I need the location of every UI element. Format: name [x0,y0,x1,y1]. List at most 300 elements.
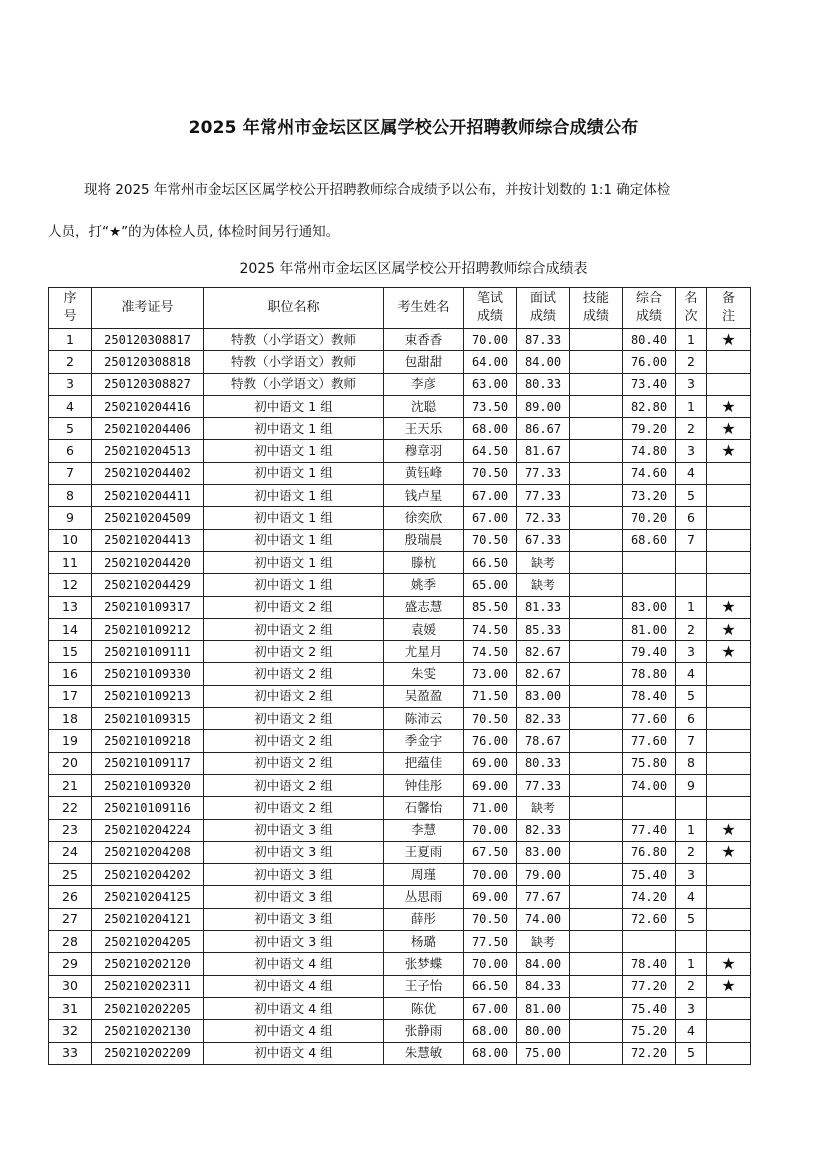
cell-position: 初中语文 1 组 [204,551,384,573]
cell-interview-score: 缺考 [517,574,570,596]
cell-exam-id: 250210109116 [92,797,204,819]
cell-seq: 21 [49,774,92,796]
cell-total-score: 77.60 [623,730,676,752]
cell-position: 初中语文 1 组 [204,440,384,462]
cell-seq: 2 [49,351,92,373]
cell-rank: 5 [676,1042,707,1064]
cell-written-score: 71.50 [464,685,517,707]
cell-skill-score [570,730,623,752]
cell-name: 沈聪 [384,395,464,417]
cell-rank: 3 [676,997,707,1019]
table-row [49,708,751,730]
cell-skill-score [570,864,623,886]
header-interview-line-1: 面试 [529,291,556,306]
cell-seq: 18 [49,708,92,730]
cell-seq: 23 [49,819,92,841]
cell-total-score: 75.20 [623,1020,676,1042]
cell-written-score: 70.50 [464,908,517,930]
cell-note-star [707,730,751,752]
cell-name: 殷瑞晨 [384,529,464,551]
cell-written-score: 70.00 [464,953,517,975]
cell-seq: 32 [49,1020,92,1042]
cell-note-star [707,752,751,774]
table-row [49,373,751,395]
cell-seq: 20 [49,752,92,774]
cell-note-star [707,708,751,730]
cell-rank: 6 [676,708,707,730]
table-row [49,618,751,640]
table-row [49,975,751,997]
cell-total-score: 74.80 [623,440,676,462]
intro-paragraph-line-2: 人员，打“★”的为体检人员, 体检时间另行通知。 [48,224,340,240]
cell-total-score: 80.40 [623,329,676,351]
cell-exam-id: 250210109212 [92,618,204,640]
cell-note-star [707,551,751,573]
cell-interview-score: 83.00 [517,841,570,863]
cell-written-score: 66.50 [464,975,517,997]
cell-note-star [707,886,751,908]
cell-note-star [707,931,751,953]
cell-seq: 30 [49,975,92,997]
cell-skill-score [570,752,623,774]
header-seq-line-1: 序 [63,291,77,306]
cell-name: 姚季 [384,574,464,596]
cell-exam-id: 250210202311 [92,975,204,997]
cell-interview-score: 82.33 [517,708,570,730]
cell-total-score: 81.00 [623,618,676,640]
cell-position: 初中语文 2 组 [204,730,384,752]
cell-seq: 5 [49,418,92,440]
cell-skill-score [570,774,623,796]
cell-written-score: 85.50 [464,596,517,618]
cell-written-score: 70.50 [464,462,517,484]
cell-written-score: 70.50 [464,708,517,730]
cell-seq: 10 [49,529,92,551]
table-row [49,485,751,507]
table-row [49,529,751,551]
cell-position: 初中语文 2 组 [204,641,384,663]
cell-note-star [707,351,751,373]
header-total [623,288,676,329]
cell-skill-score [570,819,623,841]
cell-written-score: 67.00 [464,997,517,1019]
cell-skill-score [570,931,623,953]
table-row [49,395,751,417]
cell-seq: 29 [49,953,92,975]
cell-note-star [707,774,751,796]
intro-paragraph-line-1: 现将 2025 年常州市金坛区区属学校公开招聘教师综合成绩予以公布，并按计划数的 1:1 确定体检 [84,182,671,198]
cell-seq: 16 [49,663,92,685]
cell-written-score: 77.50 [464,931,517,953]
header-rank [676,288,707,329]
table-row [49,574,751,596]
cell-position: 初中语文 1 组 [204,529,384,551]
table-row [49,329,751,351]
cell-skill-score [570,596,623,618]
cell-written-score: 69.00 [464,774,517,796]
cell-position: 初中语文 1 组 [204,485,384,507]
cell-seq: 25 [49,864,92,886]
table-row [49,997,751,1019]
cell-written-score: 65.00 [464,574,517,596]
cell-total-score [623,797,676,819]
cell-rank: 7 [676,730,707,752]
cell-exam-id: 250210109317 [92,596,204,618]
cell-rank [676,574,707,596]
cell-total-score: 79.40 [623,641,676,663]
cell-rank: 3 [676,373,707,395]
cell-name: 杨璐 [384,931,464,953]
cell-skill-score [570,507,623,529]
cell-total-score: 83.00 [623,596,676,618]
table-row [49,462,751,484]
table-row [49,908,751,930]
cell-total-score: 76.80 [623,841,676,863]
cell-skill-score [570,908,623,930]
cell-note-star: ★ [707,329,751,351]
cell-rank: 2 [676,975,707,997]
cell-written-score: 76.00 [464,730,517,752]
cell-exam-id: 250210109213 [92,685,204,707]
cell-skill-score [570,641,623,663]
table-row [49,440,751,462]
cell-position: 初中语文 3 组 [204,886,384,908]
cell-rank: 4 [676,886,707,908]
cell-seq: 28 [49,931,92,953]
cell-interview-score: 77.67 [517,886,570,908]
cell-name: 石馨怡 [384,797,464,819]
cell-note-star: ★ [707,618,751,640]
cell-total-score: 74.60 [623,462,676,484]
cell-rank: 4 [676,462,707,484]
cell-interview-score: 78.67 [517,730,570,752]
cell-total-score: 78.40 [623,685,676,707]
cell-name: 钟佳彤 [384,774,464,796]
cell-name: 钱卢星 [384,485,464,507]
cell-total-score: 75.40 [623,864,676,886]
table-row [49,797,751,819]
cell-seq: 9 [49,507,92,529]
header-written-line-2: 成绩 [476,309,503,324]
cell-note-star: ★ [707,841,751,863]
cell-rank: 1 [676,329,707,351]
cell-name: 李慧 [384,819,464,841]
cell-exam-id: 250210204205 [92,931,204,953]
header-interview-line-2: 成绩 [529,309,556,324]
table-row [49,819,751,841]
cell-interview-score: 80.33 [517,373,570,395]
cell-skill-score [570,462,623,484]
cell-rank: 2 [676,351,707,373]
cell-seq: 8 [49,485,92,507]
cell-interview-score: 77.33 [517,485,570,507]
cell-rank: 5 [676,685,707,707]
cell-skill-score [570,1042,623,1064]
cell-seq: 11 [49,551,92,573]
cell-interview-score: 80.00 [517,1020,570,1042]
table-row [49,864,751,886]
cell-interview-score: 84.33 [517,975,570,997]
cell-name: 薛彤 [384,908,464,930]
page-title: 2025 年常州市金坛区区属学校公开招聘教师综合成绩公布 [188,118,639,138]
cell-interview-score: 缺考 [517,551,570,573]
cell-position: 初中语文 3 组 [204,908,384,930]
cell-rank: 5 [676,908,707,930]
cell-name: 束香香 [384,329,464,351]
cell-interview-score: 81.33 [517,596,570,618]
table-row [49,841,751,863]
cell-note-star: ★ [707,953,751,975]
cell-total-score: 73.20 [623,485,676,507]
cell-interview-score: 81.67 [517,440,570,462]
header-seq-line-2: 号 [63,309,77,324]
cell-rank: 1 [676,596,707,618]
cell-exam-id: 250120308827 [92,373,204,395]
cell-rank: 5 [676,485,707,507]
cell-rank: 6 [676,507,707,529]
scores-table [48,287,751,1065]
cell-skill-score [570,485,623,507]
cell-exam-id: 250210204224 [92,819,204,841]
cell-note-star: ★ [707,975,751,997]
cell-written-score: 69.00 [464,886,517,908]
header-seq [49,288,92,329]
cell-written-score: 70.00 [464,329,517,351]
cell-seq: 27 [49,908,92,930]
cell-exam-id: 250210109111 [92,641,204,663]
cell-note-star [707,507,751,529]
cell-rank [676,551,707,573]
header-skill [570,288,623,329]
cell-position: 初中语文 3 组 [204,931,384,953]
cell-interview-score: 82.33 [517,819,570,841]
table-row [49,663,751,685]
table-row [49,596,751,618]
cell-interview-score: 89.00 [517,395,570,417]
cell-exam-id: 250210204413 [92,529,204,551]
cell-position: 初中语文 2 组 [204,708,384,730]
cell-total-score: 73.40 [623,373,676,395]
cell-note-star: ★ [707,596,751,618]
cell-rank: 1 [676,819,707,841]
table-row [49,752,751,774]
cell-skill-score [570,663,623,685]
cell-skill-score [570,685,623,707]
cell-seq: 15 [49,641,92,663]
cell-total-score: 77.40 [623,819,676,841]
cell-exam-id: 250210204202 [92,864,204,886]
cell-note-star: ★ [707,418,751,440]
cell-skill-score [570,529,623,551]
cell-skill-score [570,1020,623,1042]
cell-note-star [707,373,751,395]
table-body [49,329,751,1065]
table-row [49,351,751,373]
cell-seq: 22 [49,797,92,819]
cell-total-score: 76.00 [623,351,676,373]
header-note-line-1: 备 [721,291,735,306]
cell-note-star [707,1042,751,1064]
cell-name: 张静雨 [384,1020,464,1042]
cell-seq: 31 [49,997,92,1019]
cell-total-score: 77.20 [623,975,676,997]
cell-rank: 1 [676,953,707,975]
table-title: 2025 年常州市金坛区区属学校公开招聘教师综合成绩表 [239,261,588,277]
cell-position: 初中语文 2 组 [204,663,384,685]
header-rank-line-1: 名 [684,291,698,306]
cell-exam-id: 250210204509 [92,507,204,529]
cell-note-star: ★ [707,819,751,841]
cell-note-star: ★ [707,641,751,663]
cell-exam-id: 250120308817 [92,329,204,351]
cell-total-score: 72.20 [623,1042,676,1064]
cell-total-score: 70.20 [623,507,676,529]
header-written [464,288,517,329]
cell-total-score: 79.20 [623,418,676,440]
cell-skill-score [570,551,623,573]
cell-name: 李彦 [384,373,464,395]
cell-interview-score: 87.33 [517,329,570,351]
cell-skill-score [570,841,623,863]
table-row [49,953,751,975]
cell-written-score: 68.00 [464,1020,517,1042]
cell-skill-score [570,886,623,908]
cell-skill-score [570,997,623,1019]
cell-position: 初中语文 4 组 [204,975,384,997]
cell-interview-score: 缺考 [517,797,570,819]
cell-note-star [707,797,751,819]
cell-position: 初中语文 4 组 [204,997,384,1019]
cell-total-score: 78.40 [623,953,676,975]
cell-total-score: 72.60 [623,908,676,930]
cell-note-star [707,574,751,596]
cell-written-score: 67.00 [464,507,517,529]
cell-name: 王夏雨 [384,841,464,863]
cell-interview-score: 79.00 [517,864,570,886]
cell-exam-id: 250210109315 [92,708,204,730]
cell-exam-id: 250210109218 [92,730,204,752]
cell-total-score: 74.20 [623,886,676,908]
cell-written-score: 73.00 [464,663,517,685]
cell-seq: 7 [49,462,92,484]
cell-rank: 4 [676,1020,707,1042]
cell-rank: 9 [676,774,707,796]
cell-name: 陈沛云 [384,708,464,730]
cell-name: 袁媛 [384,618,464,640]
cell-rank: 3 [676,440,707,462]
cell-position: 初中语文 2 组 [204,752,384,774]
cell-seq: 12 [49,574,92,596]
cell-exam-id: 250210204406 [92,418,204,440]
cell-exam-id: 250210204125 [92,886,204,908]
cell-exam-id: 250210202130 [92,1020,204,1042]
cell-written-score: 71.00 [464,797,517,819]
cell-name: 周瑾 [384,864,464,886]
header-written-line-1: 笔试 [476,291,503,306]
cell-written-score: 66.50 [464,551,517,573]
cell-skill-score [570,329,623,351]
cell-interview-score: 75.00 [517,1042,570,1064]
cell-name: 滕杭 [384,551,464,573]
table-row [49,507,751,529]
cell-rank: 7 [676,529,707,551]
table-row [49,1020,751,1042]
header-interview [517,288,570,329]
cell-skill-score [570,797,623,819]
cell-written-score: 64.00 [464,351,517,373]
cell-rank [676,797,707,819]
cell-interview-score: 77.33 [517,462,570,484]
cell-written-score: 70.50 [464,529,517,551]
cell-name: 包甜甜 [384,351,464,373]
cell-exam-id: 250210204411 [92,485,204,507]
cell-note-star [707,1020,751,1042]
cell-skill-score [570,953,623,975]
cell-exam-id: 250210204429 [92,574,204,596]
cell-seq: 24 [49,841,92,863]
cell-rank: 4 [676,663,707,685]
cell-name: 季金宇 [384,730,464,752]
cell-written-score: 74.50 [464,618,517,640]
cell-rank: 8 [676,752,707,774]
cell-total-score: 75.40 [623,997,676,1019]
cell-exam-id: 250120308818 [92,351,204,373]
table-row [49,730,751,752]
header-skill-line-2: 成绩 [582,309,609,324]
cell-name: 把蕴佳 [384,752,464,774]
cell-written-score: 68.00 [464,418,517,440]
cell-rank: 2 [676,418,707,440]
cell-position: 初中语文 1 组 [204,418,384,440]
header-total-line-1: 综合 [635,291,662,306]
cell-written-score: 63.00 [464,373,517,395]
cell-rank [676,931,707,953]
cell-interview-score: 83.00 [517,685,570,707]
cell-interview-score: 82.67 [517,641,570,663]
cell-written-score: 69.00 [464,752,517,774]
cell-position: 初中语文 1 组 [204,462,384,484]
cell-note-star [707,908,751,930]
table-header-row [49,288,751,329]
cell-skill-score [570,418,623,440]
cell-interview-score: 缺考 [517,931,570,953]
cell-total-score [623,574,676,596]
cell-position: 初中语文 4 组 [204,1042,384,1064]
cell-seq: 26 [49,886,92,908]
cell-rank: 3 [676,864,707,886]
cell-name: 张梦蝶 [384,953,464,975]
cell-exam-id: 250210204208 [92,841,204,863]
cell-position: 特教（小学语文）教师 [204,373,384,395]
cell-exam-id: 250210204402 [92,462,204,484]
cell-written-score: 67.00 [464,485,517,507]
cell-position: 初中语文 3 组 [204,864,384,886]
cell-seq: 33 [49,1042,92,1064]
cell-interview-score: 80.33 [517,752,570,774]
cell-position: 初中语文 2 组 [204,596,384,618]
cell-seq: 14 [49,618,92,640]
cell-name: 朱雯 [384,663,464,685]
cell-skill-score [570,395,623,417]
cell-position: 初中语文 1 组 [204,574,384,596]
cell-note-star [707,462,751,484]
cell-rank: 1 [676,395,707,417]
cell-position: 初中语文 2 组 [204,618,384,640]
cell-rank: 2 [676,841,707,863]
cell-name: 徐奕欣 [384,507,464,529]
cell-skill-score [570,440,623,462]
cell-position: 初中语文 1 组 [204,395,384,417]
